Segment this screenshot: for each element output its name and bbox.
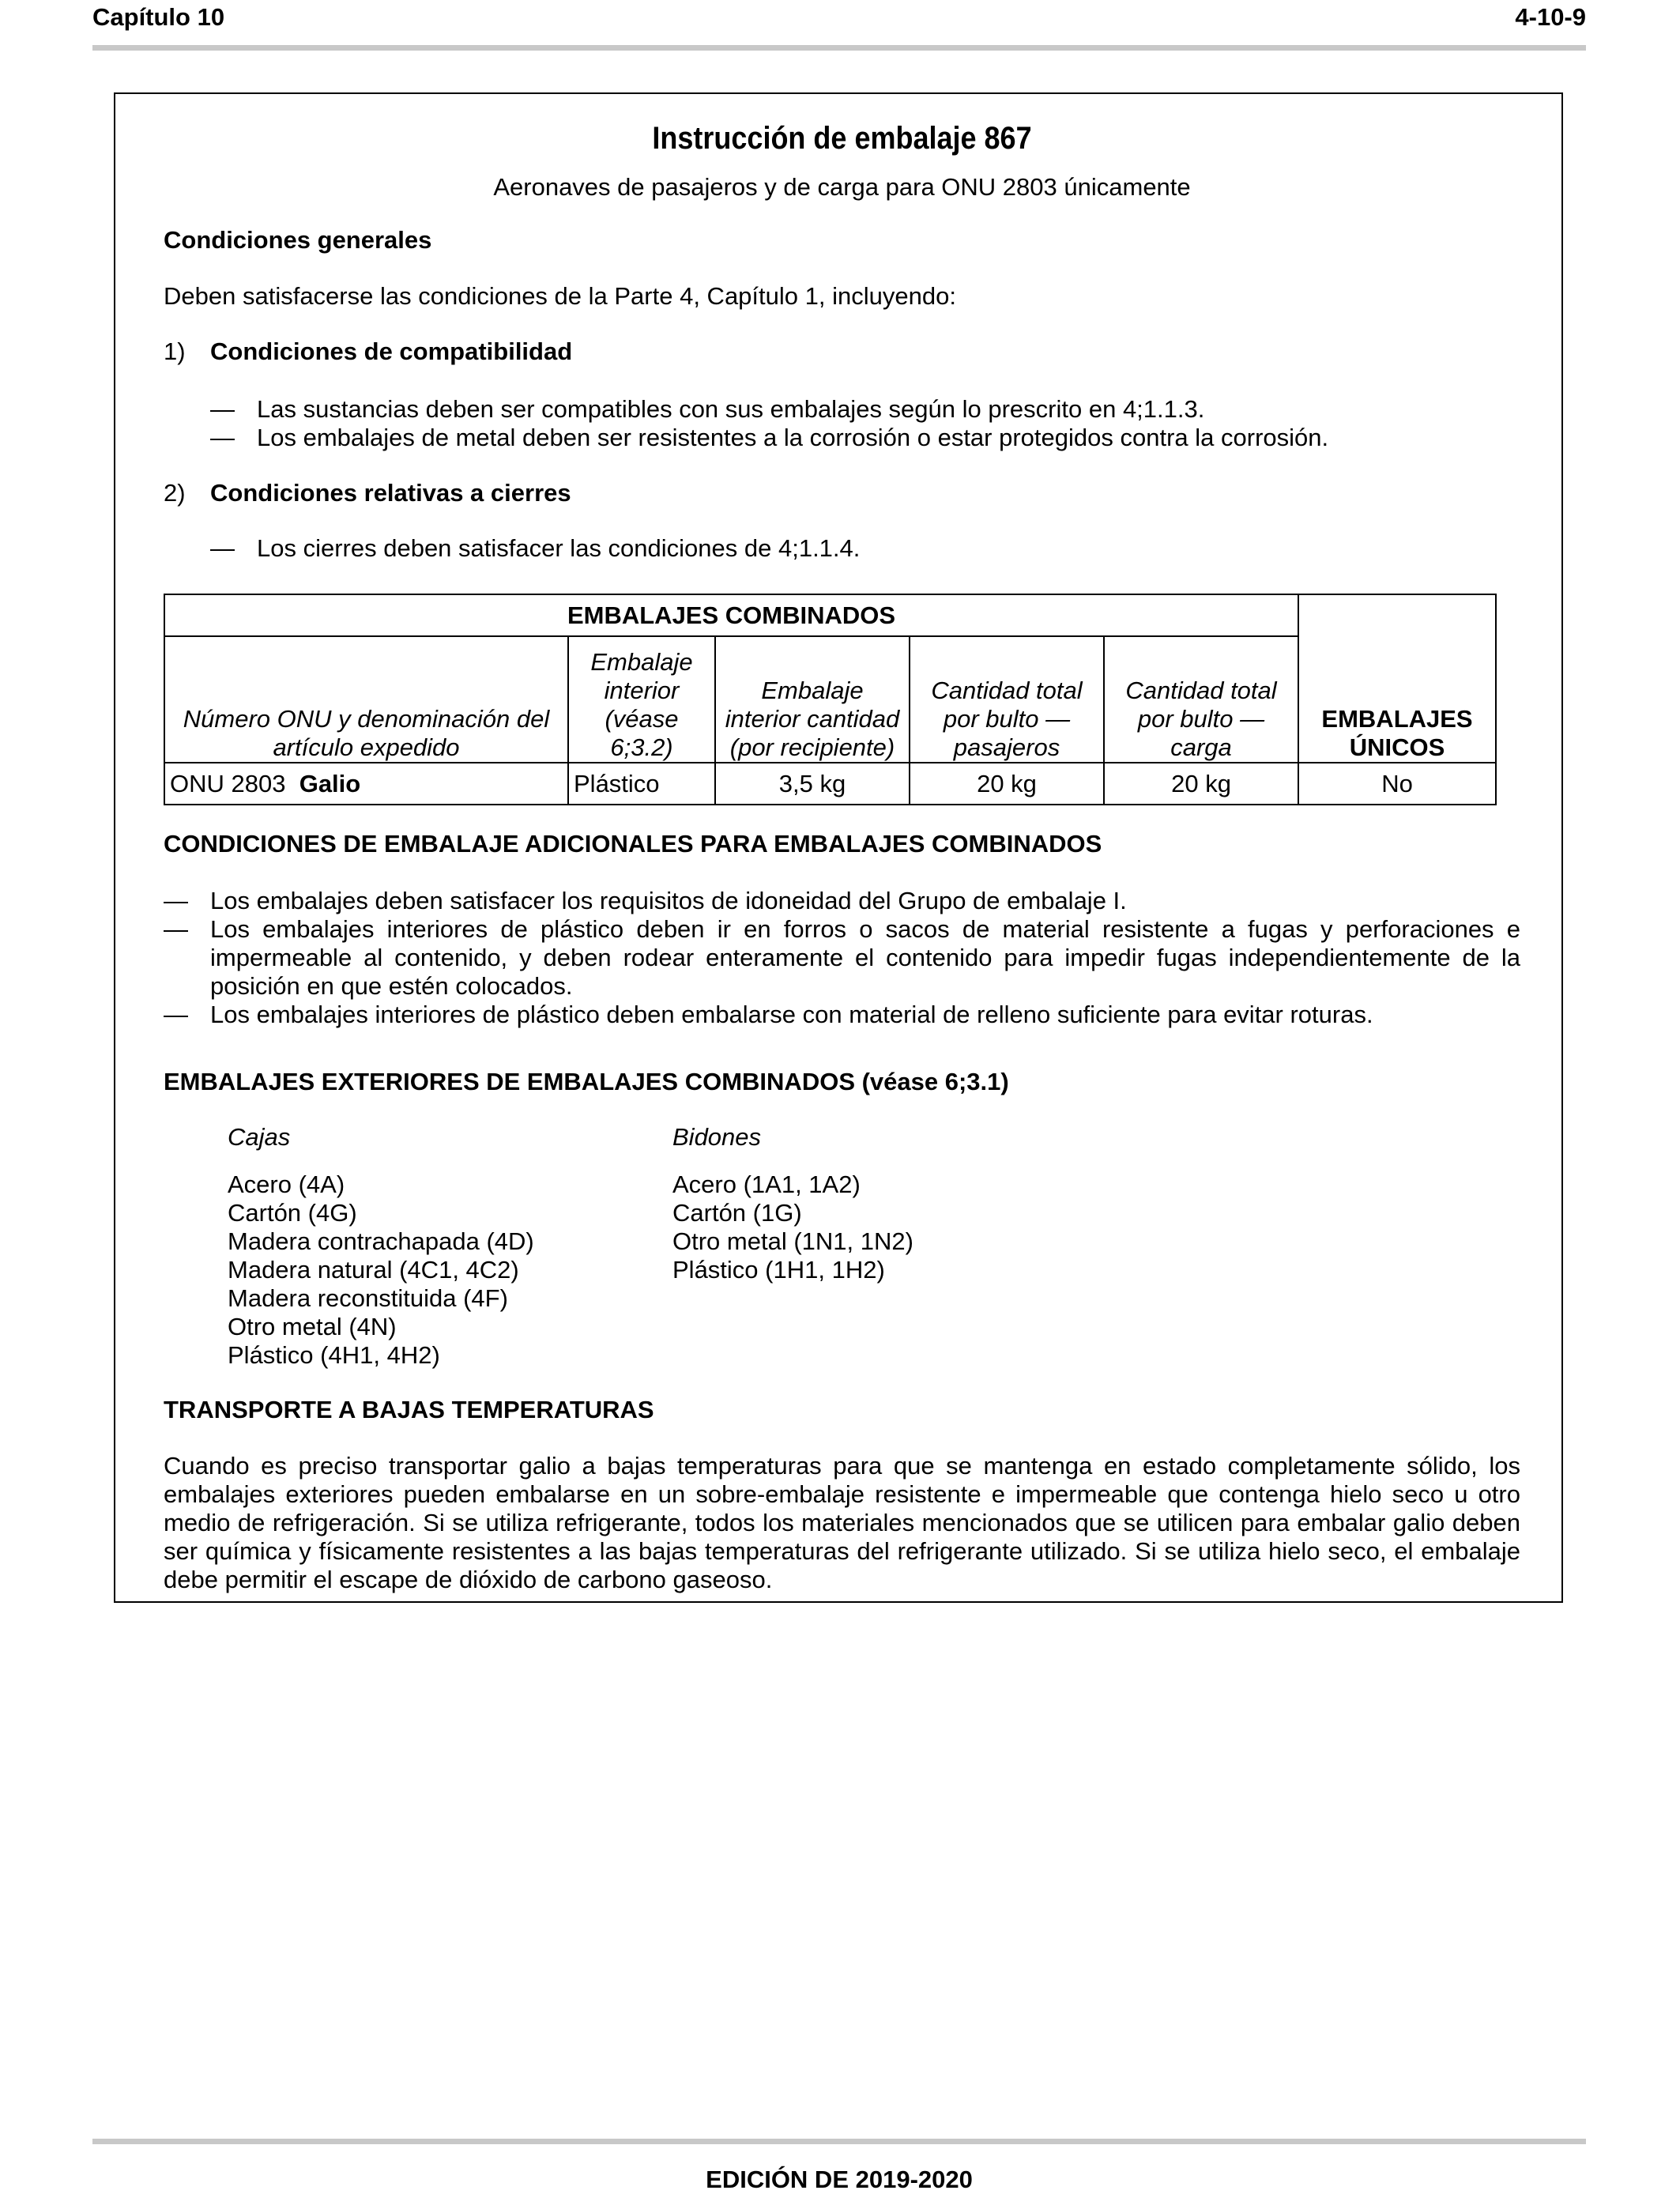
list-item: Otro metal (1N1, 1N2) — [672, 1227, 913, 1255]
cargo-qty-cell: 20 kg — [1104, 763, 1298, 805]
low-temp-heading: TRANSPORTE A BAJAS TEMPERATURAS — [164, 1396, 654, 1423]
list-item: — Las sustancias deben ser compatibles con sus embalajes según lo prescrito en 4;1.1.3. — [210, 395, 1205, 423]
column-header-qty-passenger: Cantidad total por bulto — pasajeros — [910, 636, 1104, 763]
boxes-label: Cajas — [228, 1123, 291, 1151]
item2-heading: Condiciones relativas a cierres — [210, 479, 571, 507]
additional-heading: CONDICIONES DE EMBALAJE ADICIONALES PARA EMBALAJES COMBINADOS — [164, 830, 1102, 858]
list-item: Plástico (1H1, 1H2) — [672, 1256, 885, 1284]
list-item: — Los embalajes deben satisfacer los requisitos de idoneidad del Grupo de embalaje I. — [164, 887, 1127, 914]
item1-heading: Condiciones de compatibilidad — [210, 337, 573, 365]
list-item: — Los cierres deben satisfacer las condiciones de 4;1.1.4. — [210, 534, 861, 562]
inner-qty-cell: 3,5 kg — [715, 763, 910, 805]
boxes-list — [228, 1171, 534, 1370]
header-rule — [92, 45, 1586, 51]
column-header-un: Número ONU y denominación del artículo expedido — [164, 636, 568, 763]
low-temp-text: Cuando es preciso transportar galio a bajas temperaturas para que se mantenga en estado completamente sólido, los embalajes exteriores pueden embalarse en un sobre-embalaje resistente e impermeable que contenga hielo seco u otro medio de refrigeración. Si se utiliza refrigerante, todos los materiales mencionados que se utilicen para embalar galio deben ser química y físicamente resistentes a las bajas temperaturas del refrigerante utilizado. Si se utiliza hielo seco, el embalaje debe permitir el escape de dióxido de carbono gaseoso. — [164, 1452, 1520, 1593]
list-item: Madera contrachapada (4D) — [228, 1227, 534, 1255]
drums-label: Bidones — [672, 1123, 762, 1151]
list-item: Plástico (4H1, 4H2) — [228, 1341, 440, 1369]
page-title: Instrucción de embalaje 867 — [652, 121, 1032, 156]
list-item: Madera reconstituida (4F) — [228, 1284, 508, 1312]
packaging-table — [164, 594, 1497, 805]
list-item: — Los embalajes de metal deben ser resistentes a la corrosión o estar protegidos contra la corrosión. — [210, 424, 1329, 451]
list-item: Otro metal (4N) — [228, 1313, 397, 1340]
edition-footer: EDICIÓN DE 2019-2020 — [706, 2166, 973, 2193]
page-number: 4-10-9 — [1515, 3, 1586, 31]
item1-number: 1) — [164, 337, 186, 365]
general-intro: Deben satisfacerse las condiciones de la Parte 4, Capítulo 1, incluyendo: — [164, 282, 956, 310]
list-item: Cartón (4G) — [228, 1199, 357, 1227]
instruction-box — [114, 92, 1563, 1603]
item2-number: 2) — [164, 479, 186, 507]
chapter-label: Capítulo 10 — [92, 3, 225, 31]
outer-heading: EMBALAJES EXTERIORES DE EMBALAJES COMBINADOS (véase 6;3.1) — [164, 1068, 1009, 1095]
table-row — [164, 763, 1496, 805]
list-item: Cartón (1G) — [672, 1199, 802, 1227]
page-subtitle: Aeronaves de pasajeros y de carga para ONU 2803 únicamente — [493, 173, 1191, 201]
item2-list — [210, 534, 1520, 563]
additional-list — [164, 887, 1520, 1029]
drums-list — [672, 1171, 913, 1284]
combined-header: EMBALAJES COMBINADOS — [164, 594, 1298, 636]
un-cell: ONU 2803 Galio — [164, 763, 568, 805]
footer-rule — [92, 2139, 1586, 2144]
list-item: Acero (1A1, 1A2) — [672, 1171, 861, 1198]
column-header-qty-cargo: Cantidad total por bulto — carga — [1104, 636, 1298, 763]
single-header: EMBALAJES ÚNICOS — [1298, 594, 1496, 763]
single-cell: No — [1298, 763, 1496, 805]
inner-cell: Plástico — [568, 763, 715, 805]
column-header-inner-qty: Embalaje interior cantidad (por recipiente) — [715, 636, 910, 763]
running-header — [92, 3, 1586, 43]
item1-list — [210, 395, 1520, 452]
passenger-qty-cell: 20 kg — [910, 763, 1104, 805]
list-item: Madera natural (4C1, 4C2) — [228, 1256, 519, 1284]
list-item: — Los embalajes interiores de plástico deben embalarse con material de relleno suficiente para evitar roturas. — [164, 1001, 1373, 1028]
list-item: Acero (4A) — [228, 1171, 345, 1198]
list-item: — Los embalajes interiores de plástico deben ir en forros o sacos de material resistente a fugas y perforaciones e impermeable al contenido, y deben rodear enteramente el contenido para impedir fugas independientemente de la posición en que estén colocados. — [164, 915, 1520, 1000]
general-heading: Condiciones generales — [164, 226, 432, 254]
column-header-inner: Embalaje interior (véase 6;3.2) — [568, 636, 715, 763]
